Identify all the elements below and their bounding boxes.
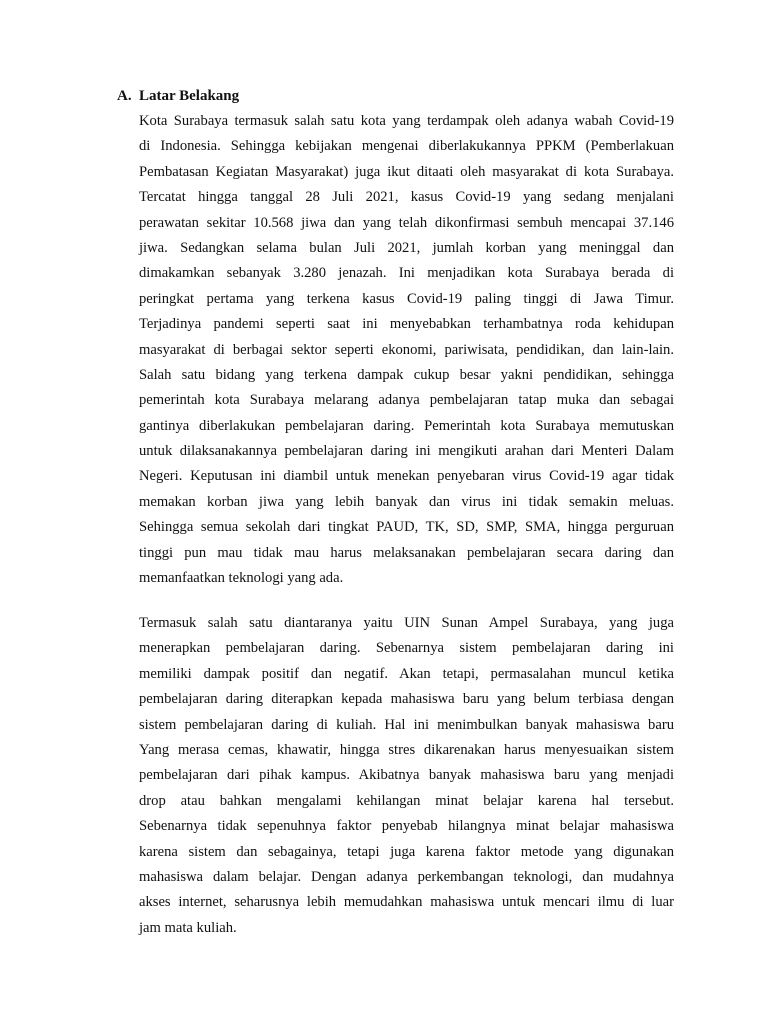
section-number: A. xyxy=(117,88,132,104)
text-line: gantinya diberlakukan pembelajaran daring. Pemerintah kota Surabaya memutuskan xyxy=(139,417,674,434)
paragraph xyxy=(139,611,674,941)
text-line: perawatan sekitar 10.568 jiwa dan yang telah dikonfirmasi sembuh mencapai 37.146 xyxy=(139,214,674,231)
text-line: jam mata kuliah. xyxy=(139,919,237,936)
text-line: menerapkan pembelajaran daring. Sebenarnya sistem pembelajaran daring ini xyxy=(139,640,674,657)
paragraph xyxy=(139,109,674,591)
text-line: Negeri. Keputusan ini diambil untuk menekan penyebaran virus Covid-19 agar tidak xyxy=(139,468,674,485)
text-line: mahasiswa dalam belajar. Dengan adanya perkembangan teknologi, dan mudahnya xyxy=(139,868,674,885)
text-line: tinggi pun mau tidak mau harus melaksanakan pembelajaran secara daring dan xyxy=(139,544,674,561)
text-line: memanfaatkan teknologi yang ada. xyxy=(139,570,344,587)
text-line: pemerintah kota Surabaya melarang adanya pembelajaran tatap muka dan sebagai xyxy=(139,392,674,409)
text-line: pembelajaran daring diterapkan kepada mahasiswa baru yang belum terbiasa dengan xyxy=(139,691,674,708)
section-title: Latar Belakang xyxy=(139,88,240,104)
text-line: Sehingga semua sekolah dari tingkat PAUD, TK, SD, SMP, SMA, hingga perguruan xyxy=(139,519,674,536)
section-heading xyxy=(117,86,239,106)
text-line: peringkat pertama yang terkena kasus Covid-19 paling tinggi di Jawa Timur. xyxy=(139,290,674,307)
text-line: akses internet, seharusnya lebih memudahkan mahasiswa untuk mencari ilmu di luar xyxy=(139,894,674,911)
text-line: Kota Surabaya termasuk salah satu kota yang terdampak oleh adanya wabah Covid-19 xyxy=(139,113,674,129)
text-line: di Indonesia. Sehingga kebijakan mengenai diberlakukannya PPKM (Pemberlakuan xyxy=(139,138,674,155)
text-line: Yang merasa cemas, khawatir, hingga stres dikarenakan harus menyesuaikan sistem xyxy=(139,741,674,758)
text-line: jiwa. Sedangkan selama bulan Juli 2021, jumlah korban yang meninggal dan xyxy=(139,239,674,256)
text-line: Pembatasan Kegiatan Masyarakat) juga ikut ditaati oleh masyarakat di kota Surabaya. xyxy=(139,163,674,180)
text-line: masyarakat di berbagai sektor seperti ekonomi, pariwisata, pendidikan, dan lain-lain. xyxy=(139,341,674,358)
text-line: Sebenarnya tidak sepenuhnya faktor penyebab hilangnya minat belajar mahasiswa xyxy=(139,818,674,835)
text-line: Terjadinya pandemi seperti saat ini menyebabkan terhambatnya roda kehidupan xyxy=(139,316,674,333)
text-line: memiliki dampak positif dan negatif. Akan tetapi, permasalahan muncul ketika xyxy=(139,665,674,682)
text-line: Termasuk salah satu diantaranya yaitu UIN Sunan Ampel Surabaya, yang juga xyxy=(139,615,674,631)
text-line: Salah satu bidang yang terkena dampak cukup besar yakni pendidikan, sehingga xyxy=(139,366,674,383)
text-line: untuk dilaksanakannya pembelajaran daring ini mengikuti arahan dari Menteri Dalam xyxy=(139,443,674,460)
text-line: pembelajaran dari pihak kampus. Akibatnya banyak mahasiswa baru yang menjadi xyxy=(139,767,674,784)
text-line: dimakamkan sebanyak 3.280 jenazah. Ini menjadikan kota Surabaya berada di xyxy=(139,265,674,282)
text-line: karena sistem dan sebagainya, tetapi juga karena faktor metode yang digunakan xyxy=(139,843,674,860)
text-line: memakan korban jiwa yang lebih banyak dan virus ini tidak semakin meluas. xyxy=(139,493,674,510)
text-line: sistem pembelajaran daring di kuliah. Hal ini menimbulkan banyak mahasiswa baru xyxy=(139,716,674,733)
text-line: Tercatat hingga tanggal 28 Juli 2021, kasus Covid-19 yang sedang menjalani xyxy=(139,189,674,206)
text-line: drop atau bahkan mengalami kehilangan minat belajar karena hal tersebut. xyxy=(139,792,674,809)
